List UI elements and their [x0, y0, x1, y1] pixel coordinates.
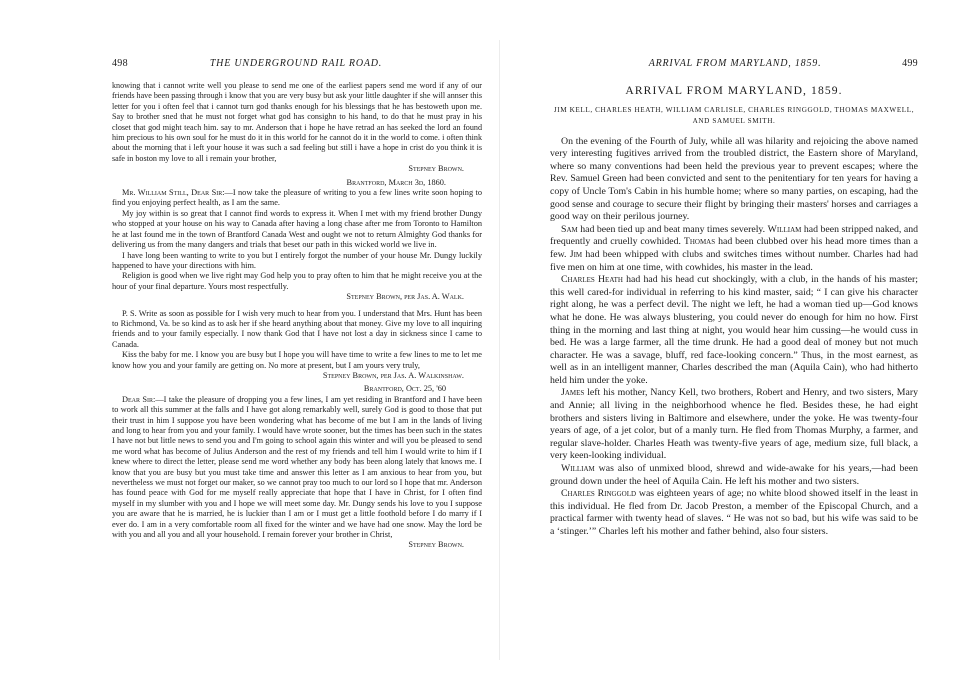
paragraph-5 [550, 463, 918, 488]
paragraph-2-text-d: had been whipped with clubs and switches times without number. Charles had had five men on him at one time, with cowhides, his master in the lead. [550, 248, 918, 273]
paragraph-2-text-c: had been clubbed over his head more times than a few. [550, 236, 918, 260]
letter1-body: knowing that i cannot write well you please to send me one of the earliest papers send me word if any of our friends have been passing through i know that you are very busy but ask your little daughter if she will annser this letter for you i often feel that i cannot turn god thanks enough for his blessings that he has bestoweth upon me. Say to brother sned that he must not forget what god has consighn to his hand, to do that he must pray in his closet that god might teach him. say to mr. Anderson that i hope he have retrad an has seeked the lord an found him precious to his own soul for he must do it in this world for he cannot do it in the world to come. i often think about the morning that i left your house it was such a sad feeling but still i have a hope in crist do you think it is safe in boston my love to all i remain your brother, [112, 81, 482, 163]
letter3-date: Brantford, Oct. 25, '60 [363, 384, 446, 394]
letter1-signature: Stepney Brown. [408, 164, 464, 174]
paragraph-2-text-b: had been stripped naked, and frequently and cruelly cowhided. [550, 223, 918, 248]
letter2-paragraph-1: My joy within is so great that I cannot find words to express it. When I met with my friend brother Dungy who stopped at your house on his way to Canada after having a long chase after me from Toronto to Hamilton he at last found me in the town of Brantford Canada West and ought we not to return Almighty God thanks for delivering us from the many dangers and trials that beset our path in this wicked world we live in. [112, 208, 482, 250]
paragraph-4 [550, 387, 918, 463]
letter2-opening [112, 188, 482, 209]
paragraph-6 [550, 488, 918, 538]
letter2-date: Brantford, March 3d, 1860. [346, 177, 446, 187]
paragraph-3 [550, 274, 918, 387]
name-sam: Sam [561, 223, 578, 235]
left-running-head [112, 58, 482, 69]
paragraph-3-text: had had his head cut shockingly, with a club, in the hands of his master; this well cared-for individual in referring to his kind master, said; “ I can give his character right along, he was a perfect devil. The night we left, he had a woman tied up—God knows what he done. He was always blustering, you could never do enough for him no how. First thing in the morning and last thing at night, you would hear him cussing—he would cuss in bed. He was a large farmer, all the time drunk. He had a good deal of money but not much character. He was a savage, bluff, red face-looking concern.” Thus, in the most earnest, as well as in an intelligent manner, Charles described the man (Aquila Cain), who had hitherto held him under the yoke. [550, 274, 918, 386]
letter2-paragraph-2: I have long been wanting to write to you but I entirely forgot the number of your house Mr. Dungy luckily happened to have your directions with him. [112, 250, 482, 270]
paragraph-2 [550, 224, 918, 274]
letter3-body-text: :—I take the pleasure of dropping you a few lines, I am yet residing in Brantford and I have been to work all this summer at the falls and I have got along remarkably well, surely God is good to those that put their trust in him I suppose you have been wondering what has become of me but I am in the lands of living and long to hear from you and your family. I would have wrote sooner, but the times has been such in the states I have not but little news to send you and I'm going to school again this winter and will you be pleased to send me word what has become of Julius Anderson and the rest of my friends and tell him I would write to him if I knew where to direct the letter, please send me word whether any body has been along lately that knows me. I know that you are busy but you must take time and answer this letter as I am anxious to hear from you, but nevertheless we must not forget our maker, so we cannot pray too much to our lord so I hope that mr. Anderson has found peace with God for me myself really appreciate that hope that I have in Christ, for I often find myself in my slumber with you and I hope we will meet some day. Mr. Dungy sends his love to you I suppose you are aware that he is married, he is luckier than I am or I must get a little foothold before I do marry if I ever do. I am in a very comfortable room all fixed for the winter and we have had one snow. May the lord be with you and all you and all your household. I remain forever your brother in Christ, [112, 394, 482, 540]
fugitive-names: JIM KELL, CHARLES HEATH, WILLIAM CARLISLE, CHARLES RINGGOLD, THOMAS MAXWELL, AND SAMUEL SMITH. [553, 105, 915, 125]
paragraph-5-text: was also of unmixed blood, shrewd and wide-awake for his years,—had been ground down under the heel of Aquila Cain. He left his mother and two sisters. [550, 463, 918, 487]
left-column-text [112, 81, 482, 551]
letter2-signature: Stepney Brown, per Jas. A. Walk. [346, 292, 464, 302]
name-jim: Jim [569, 248, 583, 260]
name-charles-heath: Charles Heath [561, 274, 623, 286]
letter2-salutation: Mr. William Still, Dear Sir [122, 188, 223, 198]
right-column-text [550, 85, 918, 539]
right-running-title: ARRIVAL FROM MARYLAND, 1859. [648, 58, 822, 69]
paragraph-1: On the evening of the Fourth of July, while all was hilarity and rejoicing the above named very interesting fugitives arrived from the troubled district, the Eastern shore of Maryland, where so many conventions had been held the previous year to prevent escapes; where the Rev. Samuel Green had been convicted and sent to the penitentiary for ten years for having a copy of Uncle Tom's Cabin in his humble home; where so many parties, on escaping, had the good sense and courage to secure their flight by bringing their masters' horses and carriages a good way on their perilous journey. [550, 135, 918, 223]
name-william-2: William [561, 463, 595, 475]
right-page-number: 499 [902, 58, 918, 69]
name-william: William [767, 223, 802, 235]
right-page [500, 0, 980, 677]
name-charles-ringgold: Charles Ringgold [561, 488, 637, 500]
letter2-postscript: P. S. Write as soon as possible for I wish very much to hear from you. I understand that Mrs. Hunt has been to Richmond, Va. be so kind as to ask her if she heard anything about that money. Give my love to all inquiring friends and to your family especially. I now thank God that I have not lost a day in sickness since I came to Canada. [112, 308, 482, 349]
name-james: James [561, 387, 585, 399]
letter3-body [112, 395, 482, 541]
letter2-paragraph-3: Religion is good when we live right may God help you to pray often to him that he might receive you at the hour of your final departure. Yours most respectfully. [112, 271, 482, 291]
paragraph-2-text-a: had been tied up and beat many times severely. [577, 223, 768, 235]
letter2-ps-signature: Stepney Brown, per Jas. A. Walkinshaw. [322, 370, 464, 380]
left-running-title: THE UNDERGROUND RAIL ROAD. [209, 58, 383, 69]
letter2-opening-text: :—I now take the pleasure of writing to you a few lines write soon hoping to find you enjoying perfect health, as I am the same. [112, 188, 482, 208]
right-running-head [550, 58, 918, 69]
left-page-number: 498 [112, 58, 128, 69]
paragraph-6-text: was eighteen years of age; no white blood showed itself in the least in this individual. He fled from Dr. Jacob Preston, a member of the Episcopal Church, and a practical farmer with twenty head of slaves. “ He was not so bad, but his wife was said to be a ‘stinger.’” Charles left his mother and father behind, also four sisters. [550, 488, 918, 537]
letter3-salutation: Dear Sir [122, 394, 154, 404]
chapter-heading: ARRIVAL FROM MARYLAND, 1859. [625, 84, 843, 97]
letter2-kiss-paragraph: Kiss the baby for me. I know you are busy but I hope you will have time to write a few lines to me to let me know how you and your family are getting on. No more at present, but I am yours very truly, [112, 350, 482, 370]
letter3-signature: Stepney Brown. [408, 540, 464, 550]
paragraph-4-text: left his mother, Nancy Kell, two brothers, Robert and Henry, and two sisters, Mary and Annie; all living in the neighborhood whence he fled. Besides these, he had eight brothers and sisters living in Baltimore and elsewhere, under the yoke. He was twenty-four years of age, of a jet color, but of a manly turn. He fled from Thomas Murphy, a farmer, and regular slave-holder. Charles Heath was twenty-five years of age, medium size, full black, a very keen-looking individual. [550, 387, 918, 462]
name-thomas: Thomas [683, 236, 716, 248]
